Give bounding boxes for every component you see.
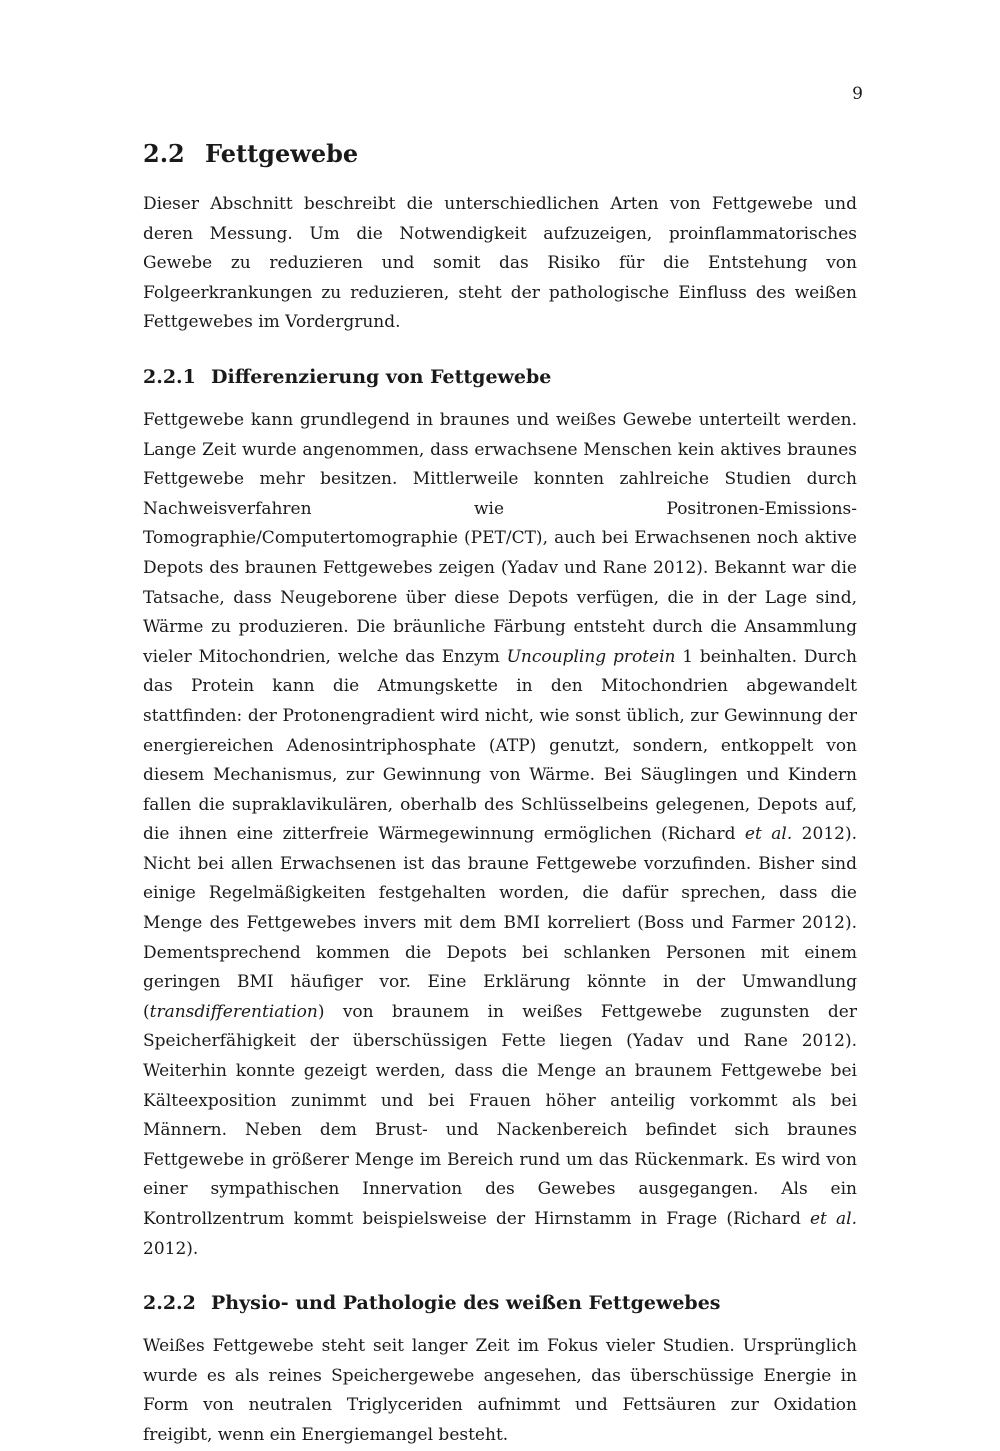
paragraph-text: 2012). Nicht bei allen Erwachsenen ist das braune Fettgewebe vorzufinden. Bisher sind einige Regelmäßigkeiten festgehalten worden, die dafür sprechen, dass die Menge des Fettgewebes invers mit dem BMI korreliert (Boss und Farmer 2012). Dementsprechend kommen die Depots bei schlanken Personen mit einem geringen BMI häufiger vor. Eine Erklärung könnte in der Umwandlung ( bbox=[143, 824, 857, 1022]
italic-term: transdifferentiation bbox=[149, 1001, 318, 1022]
page-number: 9 bbox=[852, 84, 863, 104]
section-2-2-paragraph: Dieser Abschnitt beschreibt die unterschiedlichen Arten von Fettgewebe und deren Messung. Um die Notwendigkeit aufzuzeigen, proinflammatorisches Gewebe zu reduzieren und somit das Risiko für die Entstehung von Folgeerkrankungen zu reduzieren, steht der pathologische Einfluss des weißen Fettgewebes im Vordergrund. bbox=[143, 194, 857, 333]
italic-citation: et al. bbox=[809, 1209, 857, 1229]
section-2-2-2-paragraph: Weißes Fettgewebe steht seit langer Zeit im Fokus vieler Studien. Ursprünglich wurde es als reines Speichergewebe angesehen, das überschüssige Energie in Form von neutralen Triglyceriden aufnimmt und Fettsäuren zur Oxidation freigibt, wenn ein Energiemangel besteht. bbox=[143, 1336, 857, 1445]
subsection-number: 2.2.1 bbox=[143, 365, 196, 388]
subsection-title: Physio- und Pathologie des weißen Fettgewebes bbox=[211, 1292, 721, 1315]
section-heading-2-2-1 bbox=[143, 364, 857, 390]
section-title: Fettgewebe bbox=[205, 139, 359, 168]
section-heading-2-2 bbox=[143, 138, 857, 170]
paragraph-text: 1 beinhalten. Durch das Protein kann die Atmungskette in den Mitochondrien abgewandelt stattfinden: der Protonengradient wird nicht, wie sonst üblich, zur Gewinnung der energiereichen Adenosintriphosphate (ATP) genutzt, sondern, entkoppelt von diesem Mechanismus, zur Gewinnung von Wärme. Bei Säuglingen und Kindern fallen die supraklavikulären, oberhalb des Schlüsselbeins gelegenen, Depots auf, die ihnen eine zitterfreie Wärmegewinnung ermöglichen (Richard bbox=[143, 646, 858, 845]
subsection-number: 2.2.2 bbox=[143, 1292, 196, 1315]
italic-citation: et al. bbox=[744, 824, 793, 845]
section-heading-2-2-2 bbox=[143, 1290, 857, 1316]
subsection-title: Differenzierung von Fettgewebe bbox=[211, 365, 552, 388]
italic-term: Uncoupling protein bbox=[506, 646, 676, 667]
paragraph-text: ) von braunem in weißes Fettgewebe zugunsten der Speicherfähigkeit der überschüssigen Fette liegen (Yadav und Rane 2012). Weiterhin konnte gezeigt werden, dass die Menge an braunem Fettgewebe bei Kälteexposition zunimmt und bei Frauen höher anteilig vorkommt als bei Männern. Neben dem Brust- und Nackenbereich befindet sich braunes Fettgewebe in größerer Menge im Bereich rund um das Rückenmark. Es wird von einer sympathischen Innervation des Gewebes ausgegangen. Als ein Kontrollzentrum kommt beispielsweise der Hirnstamm in Frage (Richard bbox=[143, 1001, 857, 1229]
paragraph-text: 2012). bbox=[143, 1238, 199, 1259]
section-2-2-1-paragraph bbox=[143, 406, 857, 1264]
paragraph-text: Fettgewebe kann grundlegend in braunes und weißes Gewebe unterteilt werden. Lange Zeit wurde angenommen, dass erwachsene Menschen kein aktives braunes Fettgewebe mehr besitzen. Mittlerweile konnten zahlreiche Studien durch Nachweisverfahren wie Positronen-Emissions-Tomographie/Computertomographie (PET/CT), auch bei Erwachsenen noch aktive Depots des braunen Fettgewebes zeigen (Yadav und Rane 2012). Bekannt war die Tatsache, dass Neugeborene über diese Depots verfügen, die in der Lage sind, Wärme zu produzieren. Die bräunliche Färbung entsteht durch die Ansammlung vieler Mitochondrien, welche das Enzym bbox=[143, 409, 857, 667]
page-content bbox=[143, 138, 857, 1451]
section-number: 2.2 bbox=[143, 139, 185, 168]
